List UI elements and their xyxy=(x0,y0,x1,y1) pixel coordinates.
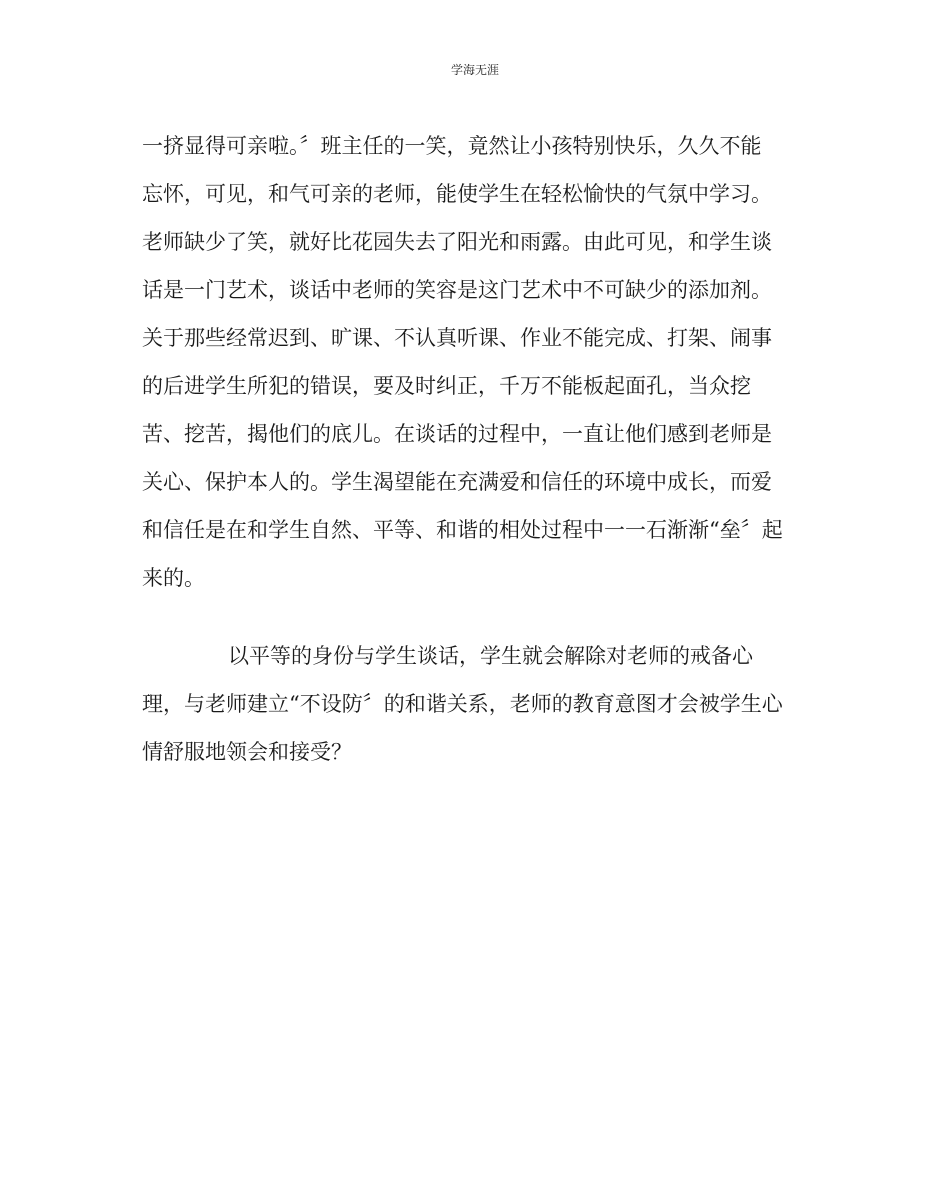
paragraph-1-line-8: 关心、保护本人的。学生渴望能在充满爱和信任的环境中成长，而爱 xyxy=(142,470,772,494)
paragraph-1-line-3: 老师缺少了笑，就好比花园失去了阳光和雨露。由此可见，和学生谈 xyxy=(142,230,772,254)
paragraph-1-line-7: 苦、挖苦，揭他们的底儿。在谈话的过程中，一直让他们感到老师是 xyxy=(142,422,772,446)
paragraph-1-line-9: 和信任是在和学生自然、平等、和谐的相处过程中一一石渐渐“垒〞起 xyxy=(142,518,783,542)
paragraph-1-line-6: 的后进学生所犯的错误，要及时纠正，千万不能板起面孔，当众挖 xyxy=(142,374,751,398)
paragraph-2-line-1: 以平等的身份与学生谈话，学生就会解除对老师的戒备心 xyxy=(228,644,753,668)
page-header: 学海无涯 xyxy=(450,63,499,77)
paragraph-1-line-1: 一挤显得可亲啦。〞班主任的一笑，竟然让小孩特别快乐，久久不能 xyxy=(142,134,762,158)
paragraph-1-line-10: 来的。 xyxy=(142,566,205,590)
paragraph-1-line-5: 关于那些经常迟到、旷课、不认真听课、作业不能完成、打架、闹事 xyxy=(142,326,772,350)
paragraph-1-line-2: 忘怀，可见，和气可亲的老师，能使学生在轻松愉快的气氛中学习。 xyxy=(142,182,772,206)
paragraph-1-line-4: 话是一门艺术，谈话中老师的笑容是这门艺术中不可缺少的添加剂。 xyxy=(142,278,772,302)
paragraph-2-line-3: 情舒服地领会和接受？ xyxy=(142,740,352,764)
paragraph-2-line-2: 理，与老师建立“不设防〞的和谐关系，老师的教育意图才会被学生心 xyxy=(142,692,783,716)
